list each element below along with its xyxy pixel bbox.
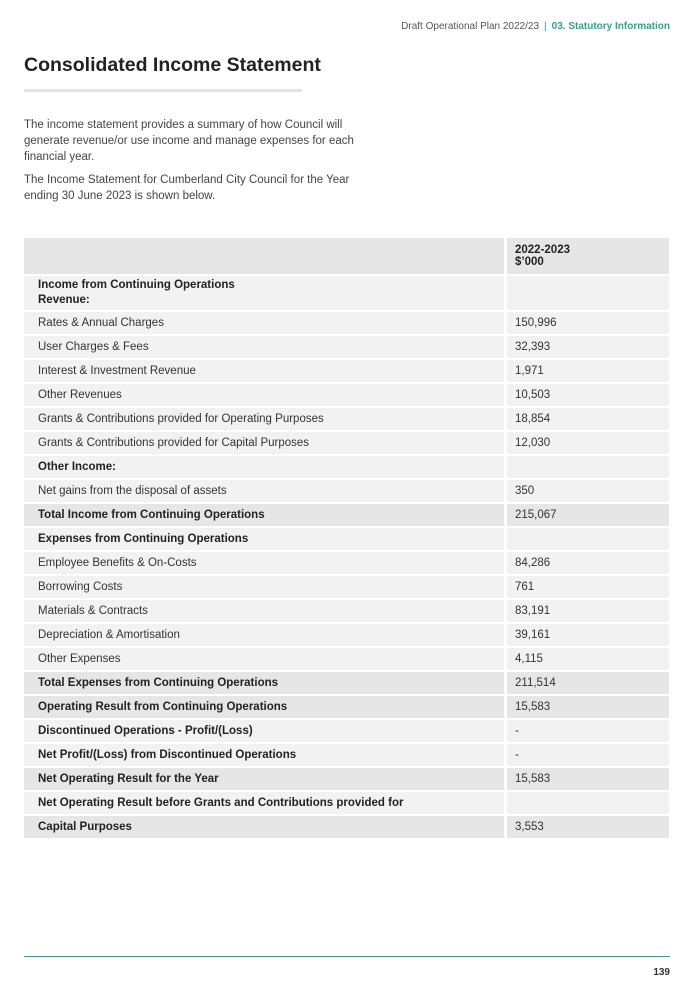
table-row: [24, 456, 669, 478]
table-row: [24, 408, 669, 430]
table-row: [24, 504, 669, 526]
row-value: 39,161: [504, 624, 669, 646]
page-number: 139: [653, 967, 670, 978]
table-row: [24, 816, 669, 838]
row-label: User Charges & Fees: [24, 336, 504, 358]
table-row: [24, 480, 669, 502]
header-separator: |: [544, 21, 547, 32]
table-row: [24, 696, 669, 718]
row-value: 84,286: [504, 552, 669, 574]
table-row: [24, 276, 669, 310]
row-value: [504, 456, 669, 478]
row-value: 12,030: [504, 432, 669, 454]
row-value: 10,503: [504, 384, 669, 406]
table-row: [24, 792, 669, 814]
row-value: 83,191: [504, 600, 669, 622]
row-label: Total Expenses from Continuing Operations: [24, 672, 504, 694]
row-value: 215,067: [504, 504, 669, 526]
row-value: [504, 792, 669, 814]
row-label: Depreciation & Amortisation: [24, 624, 504, 646]
table-row: [24, 360, 669, 382]
row-value: 4,115: [504, 648, 669, 670]
table-row: [24, 336, 669, 358]
table-row: [24, 528, 669, 550]
row-value: 18,854: [504, 408, 669, 430]
table-row: [24, 720, 669, 742]
year-heading: 2022-2023: [515, 244, 570, 256]
row-label: Net Operating Result before Grants and Contributions provided for: [24, 792, 504, 814]
row-label: Capital Purposes: [24, 816, 504, 838]
row-value: 211,514: [504, 672, 669, 694]
table-row: [24, 648, 669, 670]
sub-heading: Revenue:: [38, 294, 90, 306]
table-row: [24, 624, 669, 646]
row-label: Other Income:: [24, 456, 504, 478]
title-underline: [24, 89, 302, 92]
income-statement-table: [24, 236, 669, 840]
row-label: Operating Result from Continuing Operations: [24, 696, 504, 718]
table-row: [24, 552, 669, 574]
row-label: Rates & Annual Charges: [24, 312, 504, 334]
row-value: -: [504, 720, 669, 742]
row-value: 350: [504, 480, 669, 502]
row-value: 1,971: [504, 360, 669, 382]
row-label: Net Profit/(Loss) from Discontinued Operations: [24, 744, 504, 766]
row-label: Grants & Contributions provided for Capital Purposes: [24, 432, 504, 454]
row-label: Other Expenses: [24, 648, 504, 670]
table-row: [24, 672, 669, 694]
row-label: Net gains from the disposal of assets: [24, 480, 504, 502]
table-row: [24, 744, 669, 766]
row-value: 32,393: [504, 336, 669, 358]
row-value: [504, 528, 669, 550]
row-label: Interest & Investment Revenue: [24, 360, 504, 382]
row-label: Borrowing Costs: [24, 576, 504, 598]
page-title: Consolidated Income Statement: [24, 54, 321, 76]
row-value: 15,583: [504, 768, 669, 790]
table-row: [24, 312, 669, 334]
row-label: Net Operating Result for the Year: [24, 768, 504, 790]
document-title: Draft Operational Plan 2022/23: [401, 21, 540, 32]
table-header-row: [24, 238, 669, 274]
row-label: Grants & Contributions provided for Operating Purposes: [24, 408, 504, 430]
row-label: Other Revenues: [24, 384, 504, 406]
table-row: [24, 600, 669, 622]
intro-paragraph-2: The Income Statement for Cumberland City Council for the Year ending 30 June 2023 is shown below.: [24, 174, 350, 202]
row-label: Expenses from Continuing Operations: [24, 528, 504, 550]
intro-text: [24, 117, 379, 211]
table-row: [24, 576, 669, 598]
row-label: Total Income from Continuing Operations: [24, 504, 504, 526]
intro-paragraph-1: The income statement provides a summary of how Council will generate revenue/or use income and manage expenses for each financial year.: [24, 119, 354, 163]
table-row: [24, 768, 669, 790]
row-label: Materials & Contracts: [24, 600, 504, 622]
row-value: -: [504, 744, 669, 766]
row-value: 761: [504, 576, 669, 598]
section-heading: Income from Continuing Operations: [38, 279, 235, 291]
row-value: [504, 276, 669, 310]
header-year-cell: [504, 238, 669, 274]
running-header: [401, 21, 670, 32]
header-label-cell: [24, 238, 504, 274]
row-value: 15,583: [504, 696, 669, 718]
row-value: 3,553: [504, 816, 669, 838]
row-label: [24, 276, 504, 310]
table-row: [24, 384, 669, 406]
row-value: 150,996: [504, 312, 669, 334]
footer-divider: [24, 956, 670, 957]
row-label: Employee Benefits & On-Costs: [24, 552, 504, 574]
section-label: 03. Statutory Information: [551, 21, 670, 32]
table-row: [24, 432, 669, 454]
row-label: Discontinued Operations - Profit/(Loss): [24, 720, 504, 742]
unit-heading: $’000: [515, 256, 544, 268]
